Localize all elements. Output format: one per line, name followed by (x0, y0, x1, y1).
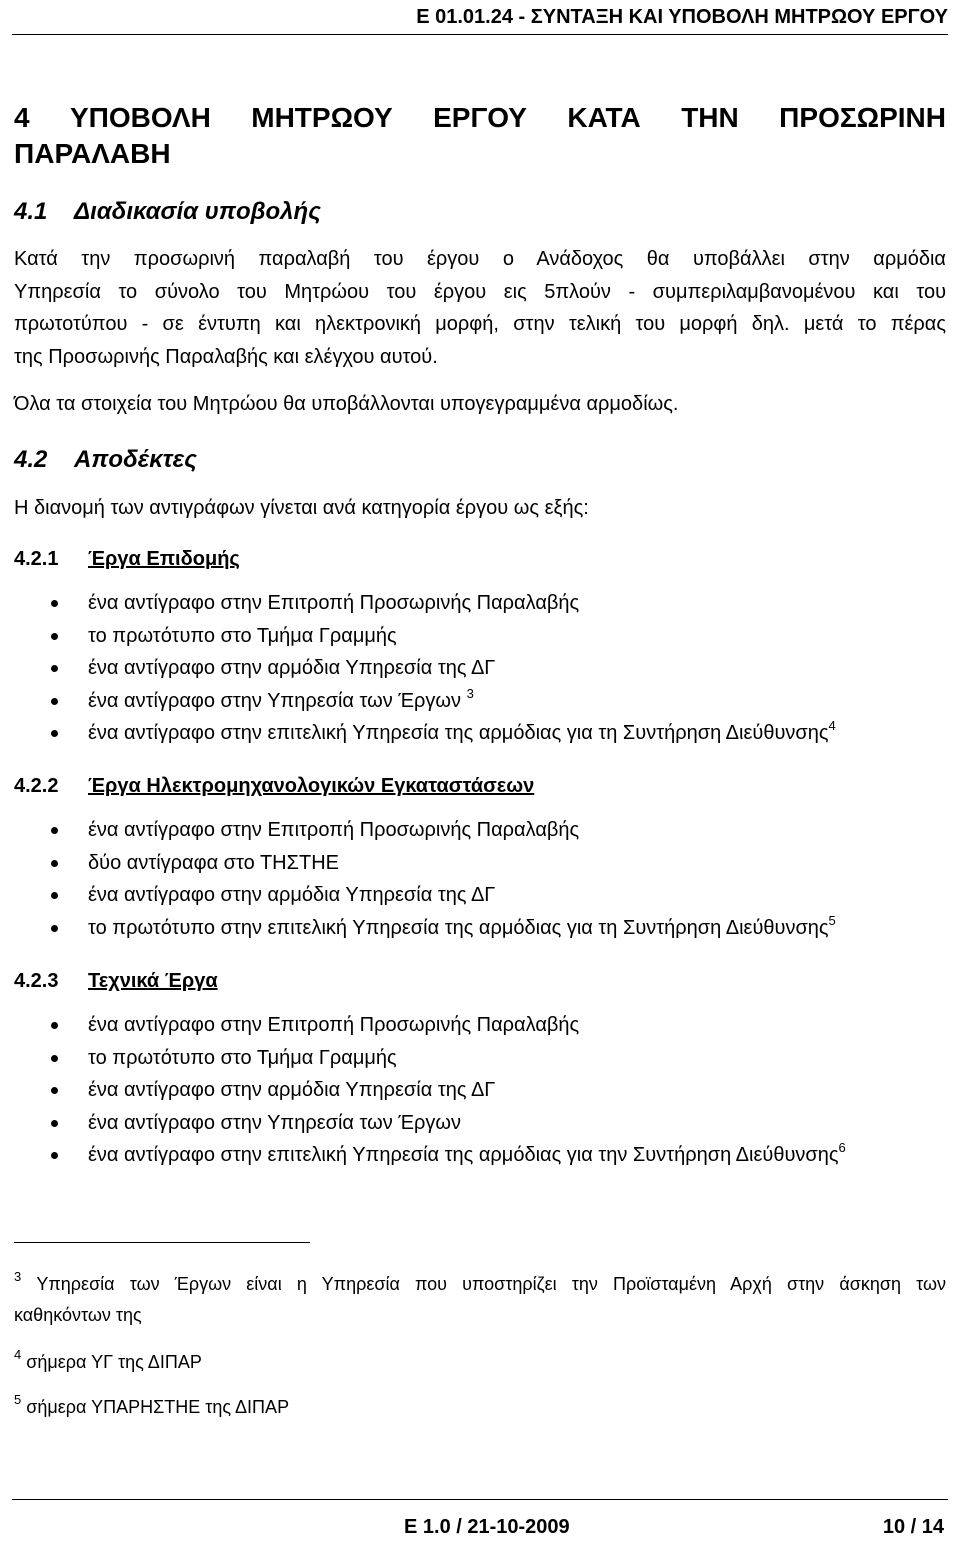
list-item-text: ένα αντίγραφο στην Υπηρεσία των Έργων (88, 689, 467, 712)
section-4-2-1-title: Έργα Επιδομής (88, 548, 240, 570)
footnote-4 (14, 1347, 946, 1378)
list-item (0, 1139, 950, 1172)
list-item-text: ένα αντίγραφο στην επιτελική Υπηρεσία της αρμόδιας για την Συντήρηση Διεύθυνσης (88, 1144, 839, 1167)
section-4-word: ΥΠΟΒΟΛΗ (70, 102, 211, 133)
paragraph-line: της Προσωρινής Παραλαβής και ελέγχου αυτού. (14, 345, 438, 368)
footnote-3 (14, 1269, 946, 1331)
list-item (0, 879, 950, 912)
footnote-5 (14, 1392, 946, 1423)
section-4-heading (14, 100, 946, 172)
section-4-2-1-number: 4.2.1 (14, 548, 59, 570)
list-item (0, 1009, 950, 1042)
footnote-ref: 4 (828, 718, 836, 734)
section-4-2-3-list (0, 1009, 950, 1172)
section-4-word: ΕΡΓΟΥ (433, 102, 527, 133)
section-4-2-3-heading (14, 970, 218, 993)
bullet-icon (51, 633, 58, 640)
list-item-text: το πρωτότυπο στο Τμήμα Γραμμής (88, 624, 397, 647)
section-4-2-1-list (0, 587, 950, 750)
section-4-1-paragraph (14, 243, 946, 373)
list-item-text: ένα αντίγραφο στην Υπηρεσία των Έργων (88, 1111, 462, 1134)
paragraph-line: Η διανομή των αντιγράφων γίνεται ανά κατηγορία έργου ως εξής: (14, 497, 589, 519)
bullet-icon (51, 665, 58, 672)
list-item-text: ένα αντίγραφο στην Επιτροπή Προσωρινής Παραλαβής (88, 592, 580, 614)
section-4-word: ΠΡΟΣΩΡΙΝΗ (779, 102, 946, 133)
header-title: Ε 01.01.24 - ΣΥΝΤΑΞΗ ΚΑΙ ΥΠΟΒΟΛΗ ΜΗΤΡΩΟΥ ΕΡΓΟΥ (416, 6, 948, 28)
footnote-mark: 5 (14, 1392, 22, 1407)
list-item (0, 1107, 950, 1140)
bullet-icon (51, 1152, 58, 1159)
bullet-icon (51, 1022, 58, 1029)
section-4-word: ΜΗΤΡΩΟΥ (251, 102, 393, 133)
list-item (0, 1042, 950, 1075)
footnote-ref: 3 (466, 685, 474, 701)
footnote-text: Υπηρεσία των Έργων είναι η Υπηρεσία που υποστηρίζει την Προϊσταμένη Αρχή στην άσκηση των (36, 1274, 946, 1294)
section-4-word: ΚΑΤΑ (567, 102, 641, 133)
list-item-text: ένα αντίγραφο στην αρμόδια Υπηρεσία της ΔΓ (88, 884, 496, 907)
footnote-mark: 4 (14, 1347, 22, 1362)
section-4-2-title: Αποδέκτες (74, 446, 197, 473)
paragraph-line: πρωτοτύπου - σε έντυπη και ηλεκτρονική μορφή, στην τελική του μορφή δηλ. μετά το πέρας (14, 313, 946, 335)
section-4-1-heading (14, 198, 321, 226)
bullet-icon (51, 925, 58, 932)
footnote-text: σήμερα ΥΠΑΡΗΣΤΗΕ της ΔΙΠΑΡ (26, 1397, 290, 1417)
list-item (0, 587, 950, 620)
section-4-2-number: 4.2 (14, 446, 48, 473)
list-item-text: ένα αντίγραφο στην επιτελική Υπηρεσία της αρμόδιας για τη Συντήρηση Διεύθυνσης (88, 722, 829, 745)
section-4-2-intro (14, 492, 946, 525)
section-4-heading-line2: ΠΑΡΑΛΑΒΗ (14, 138, 171, 169)
bullet-icon (51, 827, 58, 834)
list-item (0, 685, 950, 718)
footnote-separator (14, 1242, 310, 1243)
section-4-2-3-number: 4.2.3 (14, 970, 59, 992)
bullet-icon (51, 892, 58, 899)
section-4-2-3-title: Τεχνικά Έργα (88, 970, 218, 992)
list-item-text: ένα αντίγραφο στην Επιτροπή Προσωρινής Παραλαβής (88, 1014, 580, 1036)
section-4-word: ΤΗΝ (681, 102, 739, 133)
bullet-icon (51, 860, 58, 867)
list-item-text: ένα αντίγραφο στην Επιτροπή Προσωρινής Παραλαβής (88, 819, 580, 841)
page-footer (12, 1499, 948, 1546)
section-4-heading-line1 (14, 100, 946, 136)
section-4-2-2-list (0, 814, 950, 944)
list-item (0, 620, 950, 653)
footnote-ref: 6 (838, 1140, 846, 1156)
footnote-text: καθηκόντων της (14, 1305, 142, 1325)
bullet-icon (51, 1087, 58, 1094)
bullet-icon (51, 698, 58, 705)
list-item-text: δύο αντίγραφα στο ΤΗΣΤΗΕ (88, 851, 339, 874)
list-item (0, 652, 950, 685)
section-4-2-1-heading (14, 548, 240, 571)
section-4-2-2-number: 4.2.2 (14, 775, 59, 797)
list-item-text: το πρωτότυπο στην επιτελική Υπηρεσία της αρμόδιας για τη Συντήρηση Διεύθυνσης (88, 916, 829, 939)
section-4-1-paragraph-2 (14, 388, 946, 421)
list-item (0, 1074, 950, 1107)
list-item-text: το πρωτότυπο στο Τμήμα Γραμμής (88, 1046, 397, 1069)
list-item-text: ένα αντίγραφο στην αρμόδια Υπηρεσία της ΔΓ (88, 657, 496, 680)
document-version: Ε 1.0 / 21-10-2009 (404, 1516, 570, 1538)
bullet-icon (51, 600, 58, 607)
bullet-icon (51, 730, 58, 737)
section-4-2-2-heading (14, 775, 534, 798)
list-item-text: ένα αντίγραφο στην αρμόδια Υπηρεσία της ΔΓ (88, 1079, 496, 1102)
bullet-icon (51, 1055, 58, 1062)
footnote-text: σήμερα ΥΓ της ΔΙΠΑΡ (26, 1352, 202, 1372)
list-item (0, 717, 950, 750)
bullet-icon (51, 1120, 58, 1127)
section-4-1-title: Διαδικασία υποβολής (74, 198, 321, 225)
section-4-1-number: 4.1 (14, 198, 48, 225)
paragraph-line: Κατά την προσωρινή παραλαβή του έργου ο Ανάδοχος θα υποβάλλει στην αρμόδια (14, 248, 946, 270)
paragraph-line: Όλα τα στοιχεία του Μητρώου θα υποβάλλονται υπογεγραμμένα αρμοδίως. (14, 393, 679, 415)
list-item (0, 814, 950, 847)
footnote-ref: 5 (828, 912, 836, 928)
page-number: 10 / 14 (882, 1516, 944, 1538)
section-4-2-heading (14, 446, 197, 474)
page-header (12, 0, 948, 35)
section-4-2-2-title: Έργα Ηλεκτρομηχανολογικών Εγκαταστάσεων (88, 775, 535, 797)
list-item (0, 912, 950, 945)
paragraph-line: Υπηρεσία το σύνολο του Μητρώου του έργου εις 5πλούν - συμπεριλαμβανομένου και του (14, 280, 946, 303)
list-item (0, 847, 950, 880)
section-4-number: 4 (14, 102, 30, 133)
footnote-mark: 3 (14, 1269, 22, 1284)
